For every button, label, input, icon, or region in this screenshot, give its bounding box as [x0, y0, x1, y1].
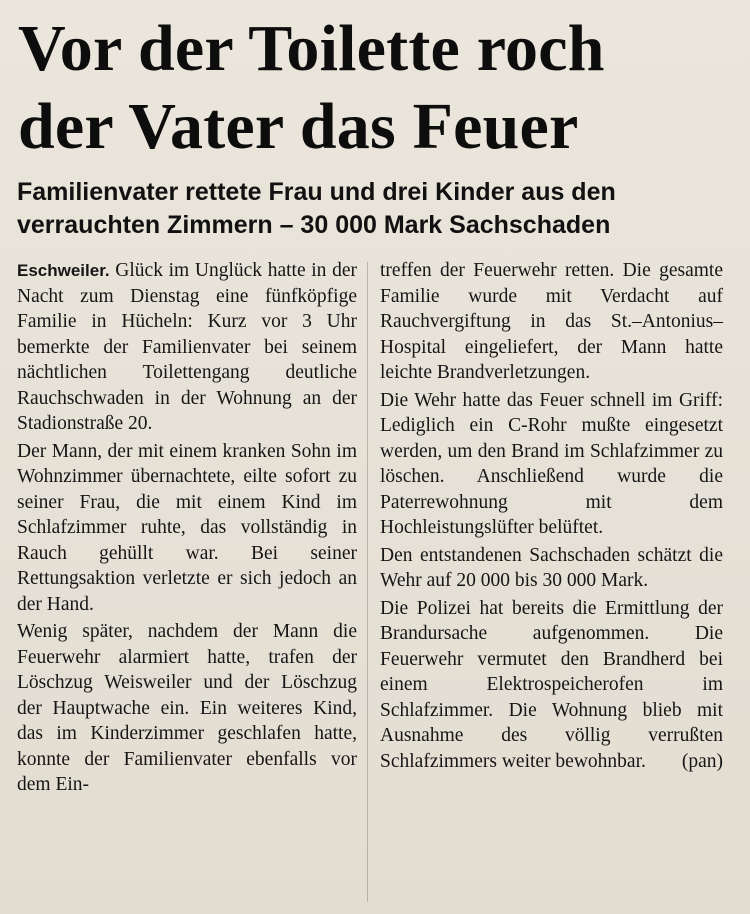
paragraph-3: Wenig später, nachdem der Mann die Feuerwehr alarmiert hatte, trafen der Löschzug Weisweiler und der Löschzug der Hauptwache ein. Ein weiteres Kind, das im Kinderzimmer geschlafen hatte, konnte der Familienvater ebenfalls vor dem Ein- — [17, 621, 357, 795]
paragraph-1 — [17, 258, 357, 437]
article-column-left — [17, 258, 357, 798]
headline-line-2: der Vater das Feuer — [18, 90, 579, 163]
paragraph-2: Der Mann, der mit einem kranken Sohn im Wohnzimmer übernachtete, eilte sofort zu seiner Frau, die mit einem Kind im Schlafzimmer ruhte, das vollständig in Rauch gehüllt war. Bei seiner Rettungsaktion verletzte er sich jedoch an der Hand. — [17, 440, 357, 615]
paragraph-7-text: Die Polizei hat bereits die Ermittlung der Brandursache aufgenommen. Die Feuerwehr vermutet den Brandherd bei einem Elektrospeicherofen im Schlafzimmer. Die Wohnung blieb mit Ausnahme des völlig verrußten Schlafzimmers weiter bewohnbar. — [380, 597, 723, 772]
paragraph-7 — [380, 596, 723, 775]
dateline: Eschweiler. — [17, 261, 110, 280]
headline-line-1: Vor der Toilette roch — [18, 12, 605, 85]
paragraph-6: Den entstandenen Sachschaden schätzt die Wehr auf 20 000 bis 30 000 Mark. — [380, 544, 723, 591]
article-column-right — [380, 258, 723, 774]
paragraph-1-text: Glück im Unglück hatte in der Nacht zum Dienstag eine fünfköpfige Familie in Hücheln: Kurz vor 3 Uhr bemerkte der Familienvater bei seinem nächtlichen Toilettengang deutliche Rauchschwaden in der Wohnung an der Stadionstraße 20. — [17, 260, 358, 434]
column-divider — [367, 262, 368, 902]
subheadline: Familienvater rettete Frau und drei Kinder aus den verrauchten Zimmern – 30 000 Mark Sachschaden — [17, 178, 616, 239]
paragraph-5: Die Wehr hatte das Feuer schnell im Griff: Lediglich ein C-Rohr mußte eingesetzt werden, um den Brand im Schlafzimmer zu löschen. Anschließend wurde die Paterrewohnung mit dem Hochleistungslüfter belüftet. — [380, 389, 723, 538]
author-signature: (pan) — [681, 750, 723, 772]
headline — [18, 10, 743, 166]
paragraph-4: treffen der Feuerwehr retten. Die gesamte Familie wurde mit Verdacht auf Rauchvergiftung in das St.–Antonius–Hospital eingeliefert, der Mann hatte leichte Brandverletzungen. — [380, 260, 723, 383]
